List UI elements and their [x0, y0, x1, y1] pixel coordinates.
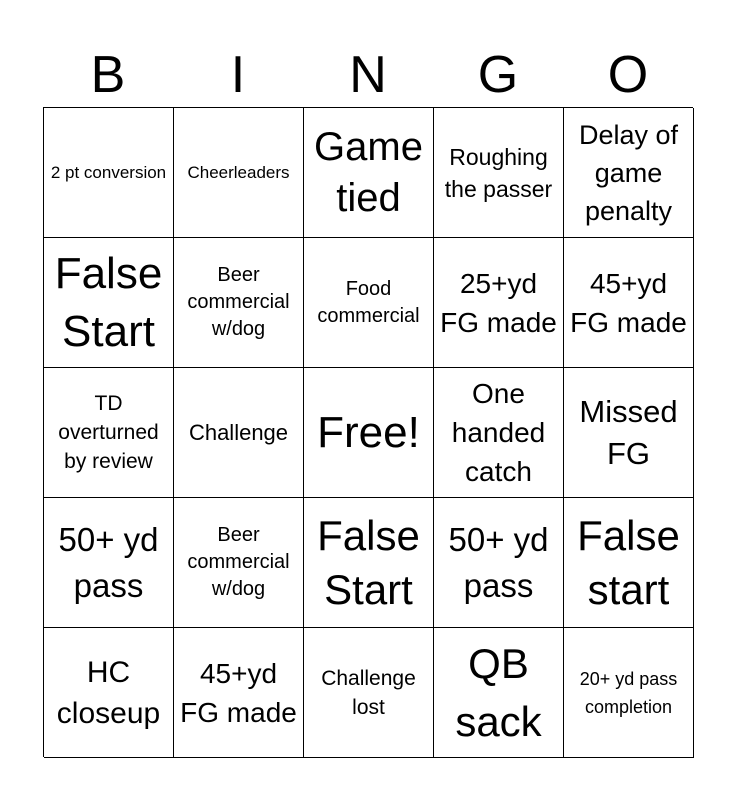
- cell-text: 2 pt conversion: [50, 162, 167, 182]
- bingo-cell[interactable]: [304, 238, 434, 368]
- cell-text: Delay of game penalty: [578, 119, 679, 226]
- bingo-cell[interactable]: [174, 498, 304, 628]
- cell-text: False Start: [54, 248, 163, 356]
- cell-text: Beer commercial w/dog: [187, 524, 290, 600]
- bingo-cell[interactable]: [434, 238, 564, 368]
- header-letter-g: G: [477, 46, 519, 104]
- cell-text: TD overturned by review: [58, 392, 159, 473]
- cell-text: Missed FG: [579, 393, 678, 471]
- cell-text: 45+yd FG made: [570, 267, 687, 338]
- bingo-cell[interactable]: [434, 108, 564, 238]
- cell-text: QB sack: [455, 639, 542, 745]
- bingo-cell[interactable]: [564, 108, 694, 238]
- cell-text: Roughing the passer: [444, 143, 553, 202]
- bingo-cell[interactable]: [174, 238, 304, 368]
- bingo-grid: [43, 107, 693, 757]
- header-letter-o: O: [607, 46, 649, 104]
- bingo-cell[interactable]: [174, 368, 304, 498]
- bingo-cell[interactable]: [174, 628, 304, 758]
- cell-text: Challenge: [188, 420, 289, 445]
- bingo-cell[interactable]: [564, 498, 694, 628]
- cell-text: One handed catch: [451, 378, 546, 487]
- bingo-cell[interactable]: [434, 628, 564, 758]
- cell-text: Food commercial: [317, 277, 420, 327]
- header-letter-i: I: [230, 46, 246, 104]
- cell-text: Cheerleaders: [187, 162, 290, 182]
- bingo-cell[interactable]: [304, 108, 434, 238]
- bingo-cell[interactable]: [564, 368, 694, 498]
- cell-text: 50+ yd pass: [448, 520, 549, 604]
- cell-text: False Start: [317, 511, 420, 613]
- cell-text: 20+ yd pass completion: [579, 668, 678, 717]
- bingo-cell[interactable]: [434, 368, 564, 498]
- bingo-cell[interactable]: [564, 238, 694, 368]
- bingo-cell[interactable]: [44, 498, 174, 628]
- bingo-cell[interactable]: [304, 628, 434, 758]
- cell-text: Free!: [317, 407, 420, 457]
- bingo-cell[interactable]: [564, 628, 694, 758]
- bingo-cell[interactable]: [44, 628, 174, 758]
- cell-text: False start: [577, 511, 680, 613]
- header-letter-b: B: [90, 46, 126, 104]
- bingo-cell[interactable]: [434, 498, 564, 628]
- bingo-cell[interactable]: [44, 238, 174, 368]
- header-letter-n: N: [349, 46, 387, 104]
- bingo-cell[interactable]: [44, 368, 174, 498]
- cell-text: Beer commercial w/dog: [187, 264, 290, 340]
- bingo-header: [43, 46, 693, 104]
- bingo-cell[interactable]: [304, 498, 434, 628]
- cell-text: HC closeup: [56, 655, 161, 730]
- cell-text: 25+yd FG made: [440, 267, 557, 338]
- bingo-cell[interactable]: [304, 368, 434, 498]
- cell-text: 45+yd FG made: [180, 657, 297, 728]
- cell-text: Game tied: [314, 124, 423, 220]
- bingo-cell[interactable]: [44, 108, 174, 238]
- cell-text: 50+ yd pass: [58, 520, 159, 604]
- cell-text: Challenge lost: [321, 666, 416, 719]
- bingo-cell[interactable]: [174, 108, 304, 238]
